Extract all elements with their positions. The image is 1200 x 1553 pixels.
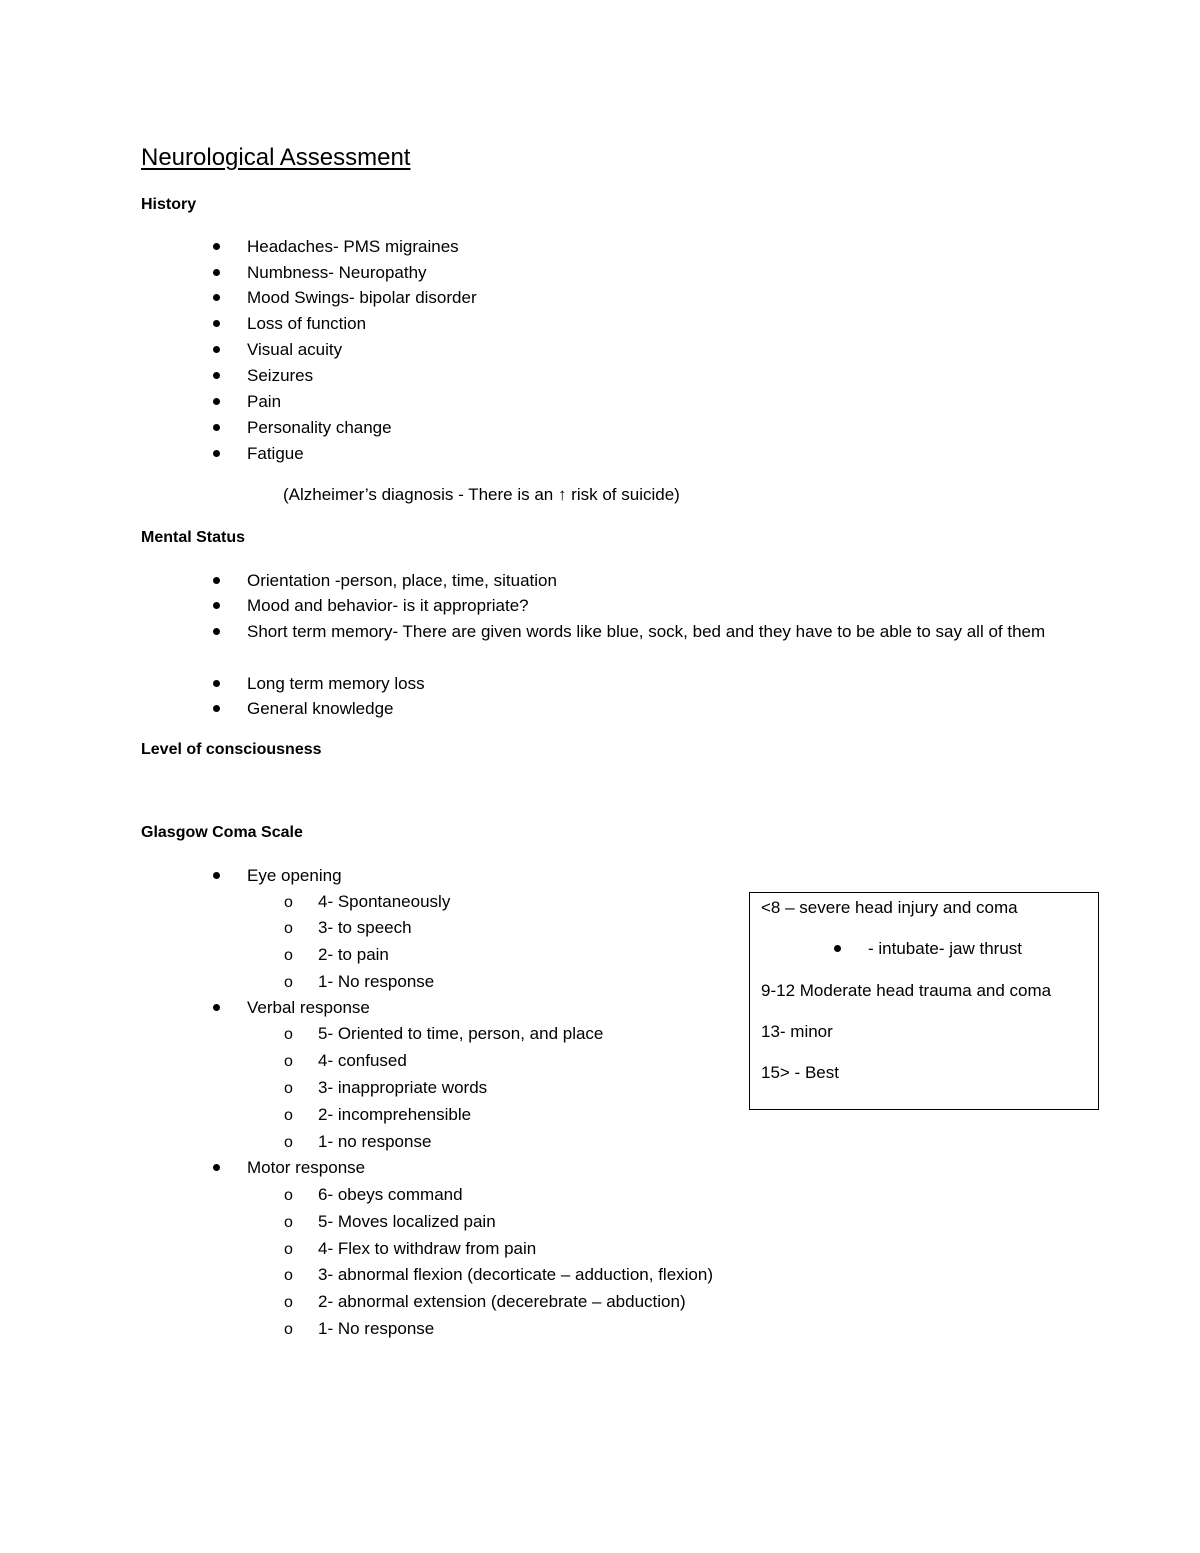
sub-item: o 3- abnormal flexion (decorticate – adduction, flexion) [284,1265,713,1284]
bullet-icon [213,1164,220,1171]
circle-bullet-icon: o [284,1294,293,1311]
sub-item: o 4- confused [284,1051,407,1070]
bullet-icon [213,628,220,635]
list-item-motor-response: Motor response [247,1155,365,1181]
list-item: Mood and behavior- is it appropriate? [247,593,529,619]
bullet-icon [213,243,220,250]
score-minor: 13- minor [761,1022,833,1041]
circle-bullet-icon: o [284,1321,293,1338]
circle-bullet-icon: o [284,1214,293,1231]
bullet-icon [213,577,220,584]
bullet-icon [213,450,220,457]
circle-bullet-icon: o [284,920,293,937]
bullet-icon [213,705,220,712]
circle-bullet-icon: o [284,974,293,991]
list-item: Short term memory- There are given words like blue, sock, bed and they have to be able to say all of them [247,619,1067,645]
sub-item: o 1- no response [284,1132,432,1151]
list-item-eye-opening: Eye opening [247,863,342,889]
bullet-icon [213,602,220,609]
circle-bullet-icon: o [284,1053,293,1070]
sub-item: o 1- No response [284,972,435,991]
score-best: 15> - Best [761,1063,839,1082]
sub-item: o 5- Moves localized pain [284,1212,496,1231]
gcs-score-box [749,892,1099,1110]
bullet-icon [834,945,841,952]
glasgow-heading: Glasgow Coma Scale [141,824,303,841]
sub-item: o 6- obeys command [284,1185,463,1204]
circle-bullet-icon: o [284,947,293,964]
circle-bullet-icon: o [284,1241,293,1258]
list-item: Visual acuity [247,337,342,363]
list-item: Personality change [247,415,392,441]
bullet-icon [213,424,220,431]
score-moderate: 9-12 Moderate head trauma and coma [761,981,1052,1000]
sub-item: o 2- abnormal extension (decerebrate – abduction) [284,1292,686,1311]
alzheimers-note: (Alzheimer’s diagnosis - There is an ↑ risk of suicide) [283,485,680,504]
sub-item: o 2- to pain [284,945,389,964]
sub-item: o 2- incomprehensible [284,1105,472,1124]
sub-item: o 3- to speech [284,918,412,937]
sub-item: o 1- No response [284,1319,435,1338]
list-item: Orientation -person, place, time, situation [247,568,557,594]
circle-bullet-icon: o [284,894,293,911]
list-item: Numbness- Neuropathy [247,260,427,286]
sub-item: o 4- Spontaneously [284,892,451,911]
bullet-icon [213,1004,220,1011]
circle-bullet-icon: o [284,1187,293,1204]
sub-item: o 3- inappropriate words [284,1078,488,1097]
sub-item: o 4- Flex to withdraw from pain [284,1239,537,1258]
circle-bullet-icon: o [284,1134,293,1151]
page-title: Neurological Assessment [141,144,411,171]
list-item: Headaches- PMS migraines [247,234,459,260]
circle-bullet-icon: o [284,1080,293,1097]
bullet-icon [213,872,220,879]
sub-item: o 5- Oriented to time, person, and place [284,1024,604,1043]
list-item: Seizures [247,363,313,389]
score-severe-intervention: - intubate- jaw thrust [868,936,1022,962]
bullet-icon [213,398,220,405]
bullet-icon [213,680,220,687]
bullet-icon [213,294,220,301]
bullet-icon [213,320,220,327]
bullet-icon [213,372,220,379]
level-of-consciousness-heading: Level of consciousness [141,741,322,758]
list-item: Pain [247,389,281,415]
bullet-icon [213,269,220,276]
circle-bullet-icon: o [284,1026,293,1043]
circle-bullet-icon: o [284,1267,293,1284]
circle-bullet-icon: o [284,1107,293,1124]
bullet-icon [213,346,220,353]
mental-status-heading: Mental Status [141,529,246,546]
score-severe: <8 – severe head injury and coma [761,898,1018,917]
list-item: Mood Swings- bipolar disorder [247,285,477,311]
list-item: Fatigue [247,441,304,467]
list-item: General knowledge [247,696,393,722]
list-item: Loss of function [247,311,366,337]
list-item: Long term memory loss [247,671,425,697]
list-item-verbal-response: Verbal response [247,995,370,1021]
history-heading: History [141,196,197,213]
